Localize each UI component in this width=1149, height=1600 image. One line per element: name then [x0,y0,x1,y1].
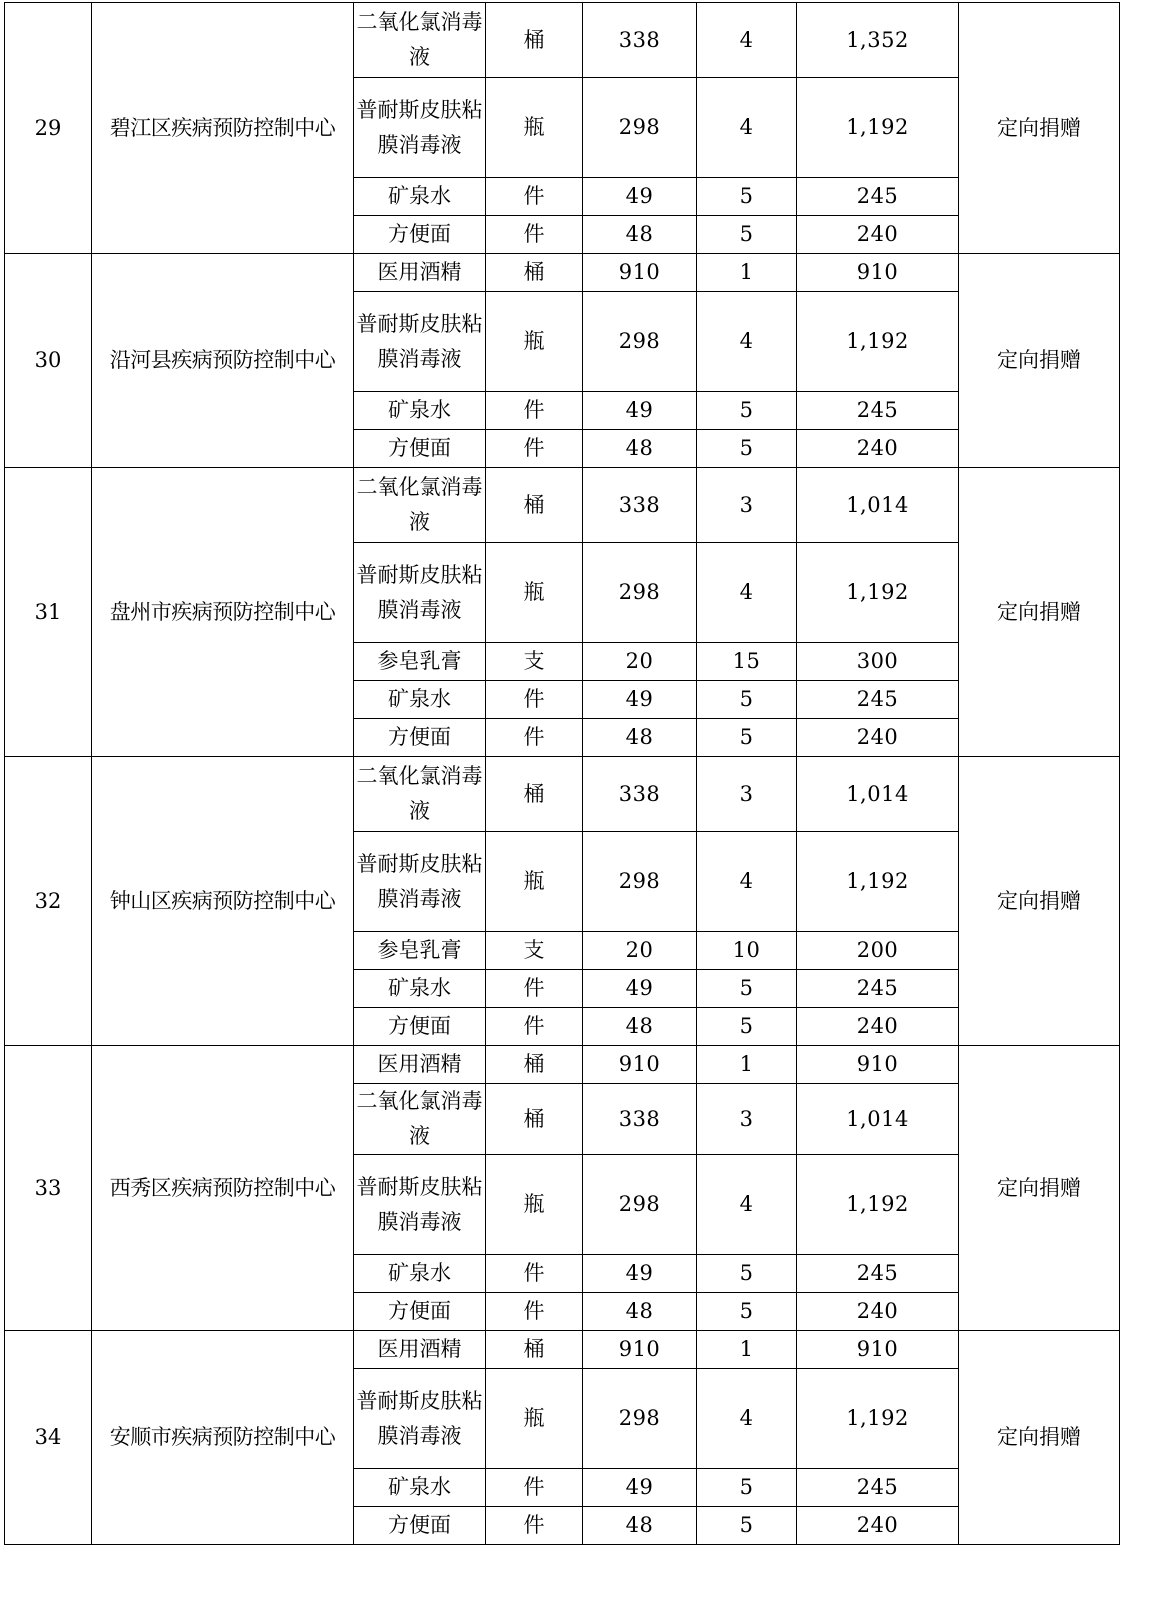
item-price-cell: 49 [583,681,697,719]
item-price-cell: 48 [583,1008,697,1046]
item-amount-cell: 910 [797,254,959,292]
item-qty-cell: 4 [697,78,797,178]
item-unit-cell: 桶 [486,468,583,543]
item-price-cell: 298 [583,1369,697,1469]
item-unit-cell: 桶 [486,1046,583,1084]
item-unit-cell: 瓶 [486,832,583,932]
item-name-cell: 普耐斯皮肤粘膜消毒液 [354,78,486,178]
item-name-cell: 矿泉水 [354,970,486,1008]
item-qty-cell: 5 [697,1507,797,1545]
item-price-cell: 910 [583,1046,697,1084]
item-price-cell: 910 [583,254,697,292]
item-price-cell: 49 [583,1469,697,1507]
item-name-cell: 二氧化氯消毒液 [354,757,486,832]
item-name-cell: 方便面 [354,216,486,254]
item-qty-cell: 3 [697,1084,797,1155]
donation-method-cell: 定向捐赠 [959,757,1120,1046]
donation-method-cell: 定向捐赠 [959,1046,1120,1331]
item-price-cell: 298 [583,1155,697,1255]
item-name-cell: 医用酒精 [354,1046,486,1084]
item-amount-cell: 300 [797,643,959,681]
item-name-cell: 参皂乳膏 [354,643,486,681]
item-qty-cell: 5 [697,216,797,254]
recipient-org-cell: 沿河县疾病预防控制中心 [92,254,354,468]
item-qty-cell: 5 [697,178,797,216]
item-name-cell: 普耐斯皮肤粘膜消毒液 [354,543,486,643]
item-price-cell: 49 [583,1255,697,1293]
item-qty-cell: 4 [697,543,797,643]
item-unit-cell: 瓶 [486,1155,583,1255]
item-price-cell: 338 [583,757,697,832]
item-amount-cell: 245 [797,392,959,430]
item-amount-cell: 245 [797,178,959,216]
row-number-cell: 31 [5,468,92,757]
item-price-cell: 49 [583,392,697,430]
recipient-org-cell: 碧江区疾病预防控制中心 [92,3,354,254]
item-price-cell: 298 [583,832,697,932]
item-name-cell: 方便面 [354,1293,486,1331]
row-number-cell: 33 [5,1046,92,1331]
item-name-cell: 矿泉水 [354,1255,486,1293]
item-amount-cell: 245 [797,681,959,719]
item-amount-cell: 245 [797,970,959,1008]
item-price-cell: 48 [583,1507,697,1545]
item-unit-cell: 桶 [486,3,583,78]
item-name-cell: 矿泉水 [354,392,486,430]
item-amount-cell: 1,014 [797,1084,959,1155]
item-name-cell: 矿泉水 [354,178,486,216]
recipient-org-cell: 西秀区疾病预防控制中心 [92,1046,354,1331]
item-unit-cell: 件 [486,430,583,468]
item-price-cell: 48 [583,216,697,254]
item-qty-cell: 4 [697,292,797,392]
item-qty-cell: 4 [697,1155,797,1255]
item-name-cell: 医用酒精 [354,254,486,292]
item-unit-cell: 支 [486,932,583,970]
item-unit-cell: 件 [486,719,583,757]
item-price-cell: 49 [583,178,697,216]
donation-method-cell: 定向捐赠 [959,254,1120,468]
item-name-cell: 参皂乳膏 [354,932,486,970]
item-unit-cell: 件 [486,1293,583,1331]
item-name-cell: 医用酒精 [354,1331,486,1369]
item-price-cell: 298 [583,292,697,392]
item-name-cell: 二氧化氯消毒液 [354,468,486,543]
item-name-cell: 方便面 [354,1008,486,1046]
item-price-cell: 338 [583,1084,697,1155]
item-qty-cell: 4 [697,1369,797,1469]
item-unit-cell: 件 [486,392,583,430]
item-amount-cell: 240 [797,719,959,757]
item-qty-cell: 5 [697,430,797,468]
donation-table-container [4,2,1120,1545]
item-amount-cell: 240 [797,1293,959,1331]
table-row [5,1331,1120,1369]
row-number-cell: 29 [5,3,92,254]
item-amount-cell: 1,014 [797,468,959,543]
item-qty-cell: 3 [697,757,797,832]
item-qty-cell: 5 [697,1293,797,1331]
item-amount-cell: 1,192 [797,1155,959,1255]
item-name-cell: 方便面 [354,719,486,757]
item-price-cell: 48 [583,719,697,757]
item-unit-cell: 瓶 [486,78,583,178]
item-qty-cell: 4 [697,832,797,932]
item-amount-cell: 240 [797,216,959,254]
item-amount-cell: 1,192 [797,78,959,178]
item-qty-cell: 10 [697,932,797,970]
item-name-cell: 方便面 [354,1507,486,1545]
item-qty-cell: 5 [697,1008,797,1046]
item-name-cell: 普耐斯皮肤粘膜消毒液 [354,1155,486,1255]
item-amount-cell: 910 [797,1046,959,1084]
item-name-cell: 普耐斯皮肤粘膜消毒液 [354,292,486,392]
item-unit-cell: 件 [486,1507,583,1545]
item-name-cell: 二氧化氯消毒液 [354,1084,486,1155]
item-qty-cell: 1 [697,254,797,292]
item-name-cell: 矿泉水 [354,1469,486,1507]
item-name-cell: 普耐斯皮肤粘膜消毒液 [354,1369,486,1469]
item-qty-cell: 15 [697,643,797,681]
item-qty-cell: 5 [697,1469,797,1507]
table-row [5,3,1120,78]
item-name-cell: 普耐斯皮肤粘膜消毒液 [354,832,486,932]
item-qty-cell: 5 [697,1255,797,1293]
item-qty-cell: 4 [697,3,797,78]
donation-table-body [5,3,1120,1545]
item-qty-cell: 3 [697,468,797,543]
item-amount-cell: 910 [797,1331,959,1369]
item-unit-cell: 瓶 [486,543,583,643]
table-row [5,1046,1120,1084]
item-amount-cell: 245 [797,1469,959,1507]
item-unit-cell: 件 [486,178,583,216]
item-amount-cell: 1,352 [797,3,959,78]
item-amount-cell: 1,192 [797,1369,959,1469]
item-unit-cell: 件 [486,681,583,719]
item-qty-cell: 1 [697,1331,797,1369]
recipient-org-cell: 盘州市疾病预防控制中心 [92,468,354,757]
item-amount-cell: 240 [797,1507,959,1545]
item-unit-cell: 瓶 [486,1369,583,1469]
item-amount-cell: 240 [797,1008,959,1046]
item-qty-cell: 5 [697,719,797,757]
item-price-cell: 48 [583,430,697,468]
row-number-cell: 32 [5,757,92,1046]
item-unit-cell: 瓶 [486,292,583,392]
item-amount-cell: 240 [797,430,959,468]
item-price-cell: 49 [583,970,697,1008]
item-price-cell: 20 [583,932,697,970]
item-name-cell: 二氧化氯消毒液 [354,3,486,78]
item-price-cell: 20 [583,643,697,681]
item-price-cell: 298 [583,78,697,178]
donation-method-cell: 定向捐赠 [959,1331,1120,1545]
item-amount-cell: 1,014 [797,757,959,832]
item-amount-cell: 200 [797,932,959,970]
item-amount-cell: 1,192 [797,292,959,392]
item-unit-cell: 件 [486,1008,583,1046]
donation-table [4,2,1120,1545]
item-amount-cell: 1,192 [797,543,959,643]
donation-method-cell: 定向捐赠 [959,3,1120,254]
row-number-cell: 34 [5,1331,92,1545]
item-name-cell: 方便面 [354,430,486,468]
item-qty-cell: 5 [697,681,797,719]
item-amount-cell: 1,192 [797,832,959,932]
item-unit-cell: 桶 [486,1331,583,1369]
item-price-cell: 910 [583,1331,697,1369]
item-unit-cell: 支 [486,643,583,681]
item-name-cell: 矿泉水 [354,681,486,719]
item-qty-cell: 1 [697,1046,797,1084]
item-unit-cell: 桶 [486,254,583,292]
item-unit-cell: 件 [486,1469,583,1507]
recipient-org-cell: 钟山区疾病预防控制中心 [92,757,354,1046]
table-row [5,254,1120,292]
donation-method-cell: 定向捐赠 [959,468,1120,757]
item-amount-cell: 245 [797,1255,959,1293]
item-unit-cell: 桶 [486,1084,583,1155]
item-unit-cell: 桶 [486,757,583,832]
item-price-cell: 338 [583,3,697,78]
item-unit-cell: 件 [486,216,583,254]
item-price-cell: 298 [583,543,697,643]
item-qty-cell: 5 [697,392,797,430]
table-row [5,468,1120,543]
recipient-org-cell: 安顺市疾病预防控制中心 [92,1331,354,1545]
item-unit-cell: 件 [486,1255,583,1293]
row-number-cell: 30 [5,254,92,468]
item-price-cell: 338 [583,468,697,543]
table-row [5,757,1120,832]
item-unit-cell: 件 [486,970,583,1008]
item-qty-cell: 5 [697,970,797,1008]
item-price-cell: 48 [583,1293,697,1331]
